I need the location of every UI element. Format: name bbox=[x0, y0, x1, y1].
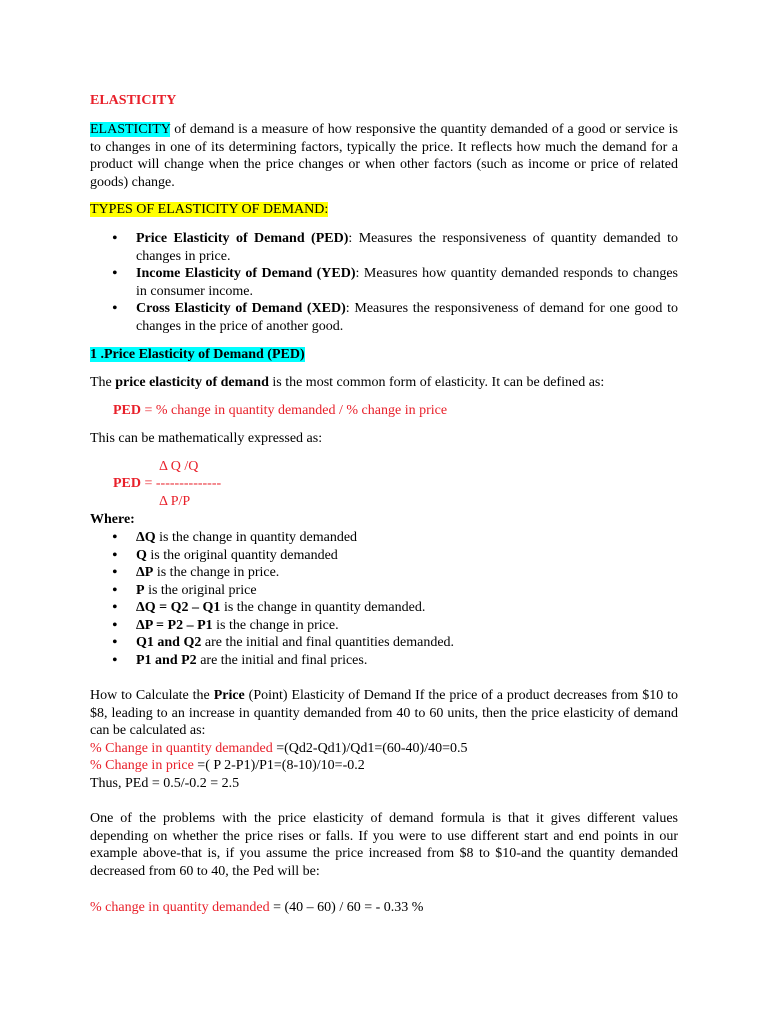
list-item: • ΔP is the change in price. bbox=[112, 564, 280, 581]
list-item: • Cross Elasticity of Demand (XED): Measures the responsiveness of demand for one good to changes in the price of another good. bbox=[112, 300, 678, 334]
document-title: ELASTICITY bbox=[90, 93, 177, 108]
list-item: • Q1 and Q2 are the initial and final quantities demanded. bbox=[112, 634, 455, 651]
where-list bbox=[90, 529, 678, 669]
ped-formula: PED = % change in quantity demanded / % change in price bbox=[113, 403, 448, 418]
types-heading: TYPES OF ELASTICITY OF DEMAND: bbox=[90, 202, 329, 217]
list-item: • Q is the original quantity demanded bbox=[112, 546, 338, 564]
list-item: • ΔQ = Q2 – Q1 is the change in quantity demanded. bbox=[112, 599, 426, 616]
list-item: • ΔP = P2 – P1 is the change in price. bbox=[112, 616, 339, 634]
calc-paragraph: How to Calculate the Price (Point) Elasticity of Demand If the price of a product decreases from $10 to $8, leading to an increase in quantity demanded from 40 to 60 units, then the price elasticity of demand can be calculated as: bbox=[90, 688, 679, 738]
where-label: Where: bbox=[90, 512, 135, 527]
list-item: • Price Elasticity of Demand (PED): Measures the responsiveness of quantity demanded to changes in price. bbox=[112, 230, 679, 264]
calc-result: Thus, PEd = 0.5/-0.2 = 2.5 bbox=[90, 776, 240, 791]
math-intro: This can be mathematically expressed as: bbox=[90, 431, 323, 446]
intro-term: ELASTICITY bbox=[90, 122, 171, 137]
intro-text: of demand is a measure of how responsive the quantity demanded of a good or service is to changes in one of its determining factors, typically the price. It reflects how much the demand for a product will change when the price changes or when other factors (such as income or price of related goods) change. bbox=[90, 122, 678, 190]
ped-heading: 1 .Price Elasticity of Demand (PED) bbox=[90, 347, 305, 362]
list-item: • ΔQ is the change in quantity demanded bbox=[112, 529, 358, 546]
ped-definition: The price elasticity of demand is the most common form of elasticity. It can be defined as: bbox=[90, 375, 605, 390]
problem-paragraph: One of the problems with the price elasticity of demand formula is that it gives different values depending on whether the price rises or falls. If you were to use different start and end points in our example above-that is, if you assume the price increased from $8 to $10-and the quantity demanded decreased from 60 to 40, the Ped will be: bbox=[90, 811, 678, 879]
intro-paragraph bbox=[90, 121, 678, 191]
fraction-denominator: Δ P/P bbox=[159, 494, 191, 509]
list-item: • Income Elasticity of Demand (YED): Measures how quantity demanded responds to changes in consumer income. bbox=[112, 265, 678, 299]
types-list bbox=[90, 230, 678, 335]
calc-qty-line: % Change in quantity demanded =(Qd2-Qd1)/Qd1=(60-40)/40=0.5 bbox=[90, 741, 468, 756]
list-item: • P is the original price bbox=[112, 581, 257, 599]
last-line: % change in quantity demanded = (40 – 60) / 60 = - 0.33 % bbox=[90, 900, 424, 915]
fraction-numerator: Δ Q /Q bbox=[159, 459, 199, 474]
calc-price-line: % Change in price =( P 2-P1)/P1=(8-10)/10=-0.2 bbox=[90, 758, 365, 773]
list-item: • P1 and P2 are the initial and final prices. bbox=[112, 651, 368, 669]
fraction-line: PED = -------------- bbox=[113, 476, 222, 491]
